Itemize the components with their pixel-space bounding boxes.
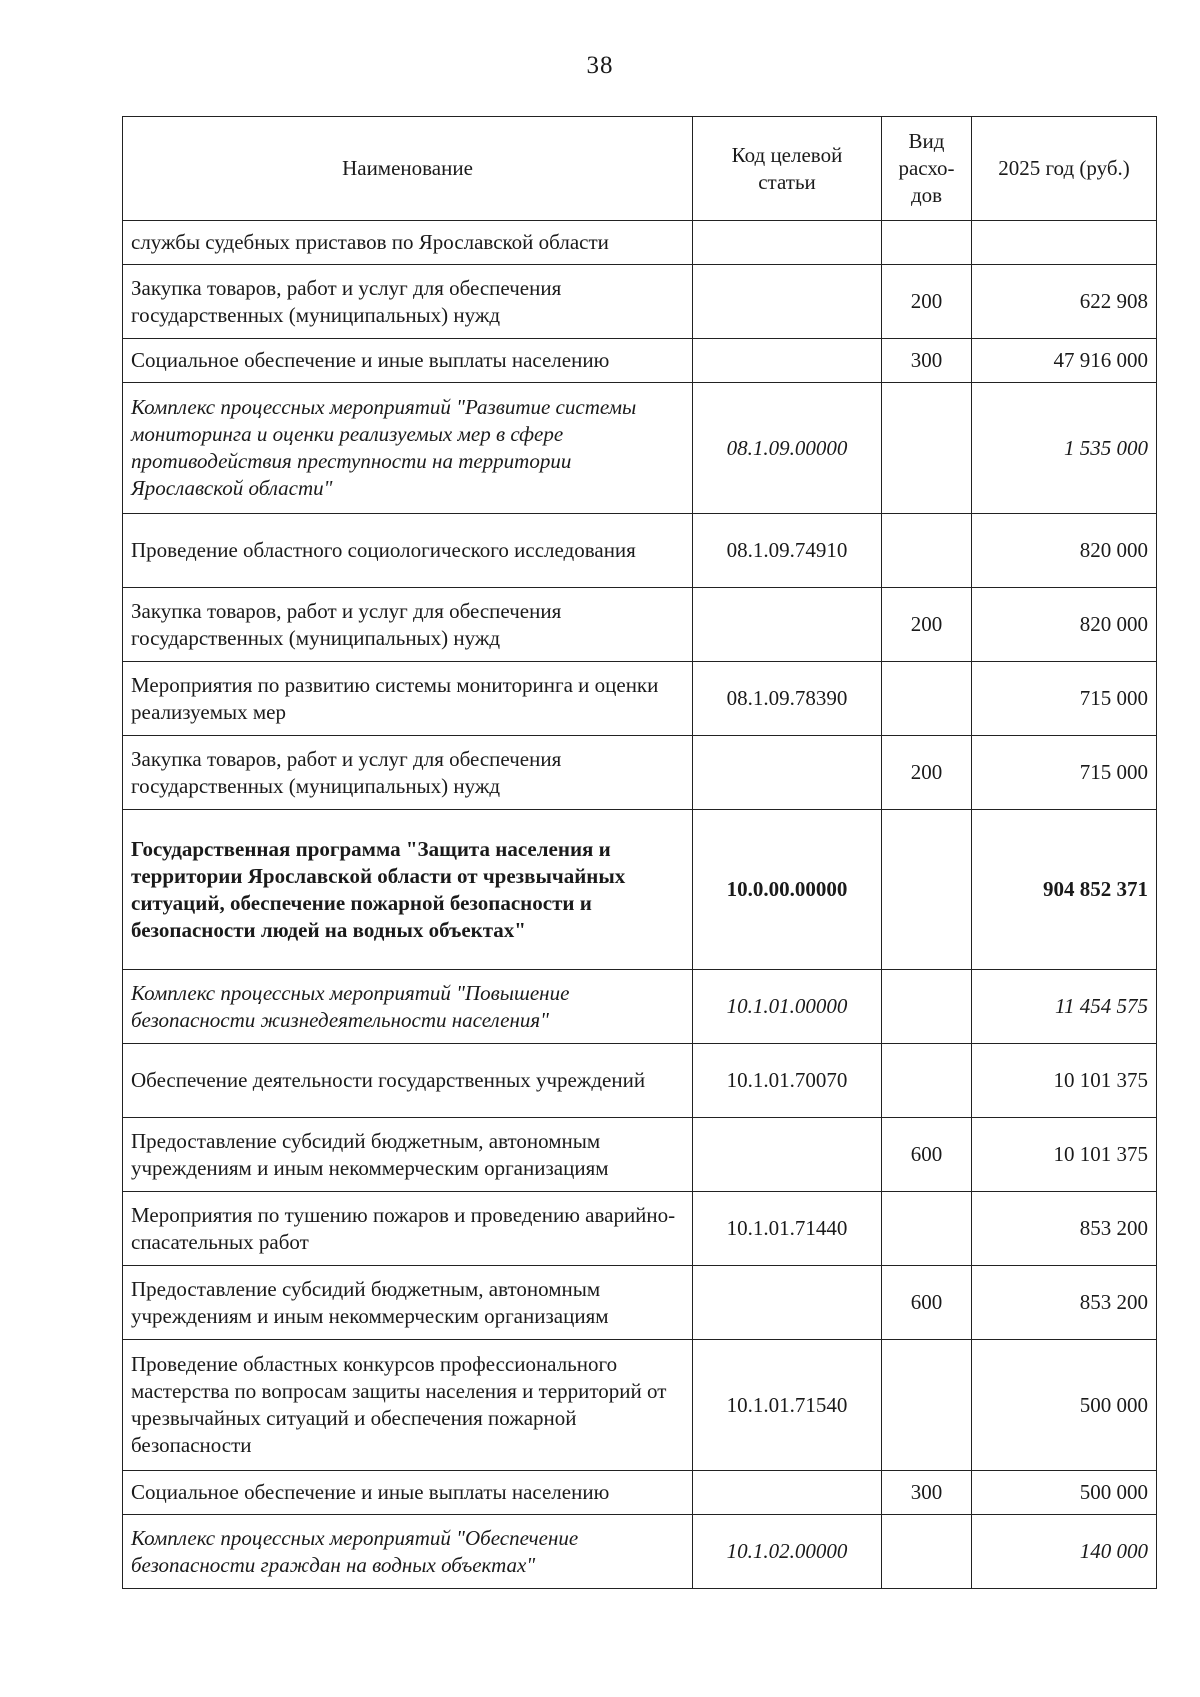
cell-type <box>882 383 972 514</box>
cell-type: 300 <box>882 1471 972 1515</box>
table-header-row <box>123 117 1157 221</box>
table-row <box>123 1044 1157 1118</box>
header-type: Вид расхо-дов <box>882 117 972 221</box>
cell-name: Комплекс процессных мероприятий "Повышение безопасности жизнедеятельности населения" <box>123 970 693 1044</box>
cell-code <box>693 221 882 265</box>
cell-code: 10.1.01.71440 <box>693 1192 882 1266</box>
cell-type <box>882 1044 972 1118</box>
cell-name: Проведение областных конкурсов профессионального мастерства по вопросам защиты населения и территорий от чрезвычайных ситуаций и обеспечения пожарной безопасности <box>123 1340 693 1471</box>
cell-code: 10.1.01.71540 <box>693 1340 882 1471</box>
cell-code <box>693 736 882 810</box>
table-row <box>123 1515 1157 1589</box>
cell-sum: 853 200 <box>972 1266 1157 1340</box>
cell-name: Предоставление субсидий бюджетным, автономным учреждениям и иным некоммерческим организациям <box>123 1118 693 1192</box>
cell-type <box>882 221 972 265</box>
table-body <box>123 221 1157 1589</box>
cell-sum: 11 454 575 <box>972 970 1157 1044</box>
cell-code: 08.1.09.74910 <box>693 514 882 588</box>
cell-sum: 140 000 <box>972 1515 1157 1589</box>
table-row <box>123 1266 1157 1340</box>
cell-type <box>882 1515 972 1589</box>
cell-sum: 47 916 000 <box>972 339 1157 383</box>
cell-type <box>882 514 972 588</box>
header-name: Наименование <box>123 117 693 221</box>
cell-sum: 715 000 <box>972 662 1157 736</box>
cell-name: Мероприятия по тушению пожаров и проведению аварийно-спасательных работ <box>123 1192 693 1266</box>
cell-name: Социальное обеспечение и иные выплаты населению <box>123 339 693 383</box>
cell-code <box>693 1266 882 1340</box>
cell-code: 08.1.09.78390 <box>693 662 882 736</box>
cell-name: Комплекс процессных мероприятий "Обеспечение безопасности граждан на водных объектах" <box>123 1515 693 1589</box>
table-row <box>123 1192 1157 1266</box>
cell-sum: 500 000 <box>972 1340 1157 1471</box>
cell-sum: 622 908 <box>972 265 1157 339</box>
cell-sum: 500 000 <box>972 1471 1157 1515</box>
cell-name: Закупка товаров, работ и услуг для обеспечения государственных (муниципальных) нужд <box>123 588 693 662</box>
cell-sum <box>972 221 1157 265</box>
cell-code <box>693 265 882 339</box>
header-code: Код целевой статьи <box>693 117 882 221</box>
cell-type: 600 <box>882 1118 972 1192</box>
cell-name: Комплекс процессных мероприятий "Развитие системы мониторинга и оценки реализуемых мер в сфере противодействия преступности на территории Ярославской области" <box>123 383 693 514</box>
table-row <box>123 383 1157 514</box>
cell-code: 10.0.00.00000 <box>693 810 882 970</box>
table-row <box>123 1118 1157 1192</box>
cell-type: 300 <box>882 339 972 383</box>
cell-sum: 10 101 375 <box>972 1118 1157 1192</box>
cell-code: 08.1.09.00000 <box>693 383 882 514</box>
table-row <box>123 339 1157 383</box>
table-row <box>123 221 1157 265</box>
cell-name: Государственная программа "Защита населения и территории Ярославской области от чрезвычайных ситуаций, обеспечение пожарной безопасности и безопасности людей на водных объектах" <box>123 810 693 970</box>
table-row <box>123 1471 1157 1515</box>
header-sum: 2025 год (руб.) <box>972 117 1157 221</box>
cell-sum: 715 000 <box>972 736 1157 810</box>
cell-name: службы судебных приставов по Ярославской области <box>123 221 693 265</box>
table-row <box>123 662 1157 736</box>
cell-sum: 820 000 <box>972 588 1157 662</box>
cell-type <box>882 1340 972 1471</box>
table-row <box>123 810 1157 970</box>
cell-name: Социальное обеспечение и иные выплаты населению <box>123 1471 693 1515</box>
table-row <box>123 588 1157 662</box>
cell-code: 10.1.02.00000 <box>693 1515 882 1589</box>
cell-sum: 1 535 000 <box>972 383 1157 514</box>
cell-name: Закупка товаров, работ и услуг для обеспечения государственных (муниципальных) нужд <box>123 736 693 810</box>
cell-name: Мероприятия по развитию системы мониторинга и оценки реализуемых мер <box>123 662 693 736</box>
page-number: 38 <box>586 52 614 79</box>
cell-type <box>882 810 972 970</box>
cell-code <box>693 339 882 383</box>
cell-code <box>693 1471 882 1515</box>
cell-name: Закупка товаров, работ и услуг для обеспечения государственных (муниципальных) нужд <box>123 265 693 339</box>
table-row <box>123 970 1157 1044</box>
table-row <box>123 265 1157 339</box>
cell-type <box>882 1192 972 1266</box>
cell-code <box>693 588 882 662</box>
cell-name: Обеспечение деятельности государственных учреждений <box>123 1044 693 1118</box>
table-row <box>123 514 1157 588</box>
budget-table <box>122 116 1157 1589</box>
cell-sum: 10 101 375 <box>972 1044 1157 1118</box>
cell-name: Проведение областного социологического исследования <box>123 514 693 588</box>
cell-type <box>882 662 972 736</box>
table-row <box>123 736 1157 810</box>
table-row <box>123 1340 1157 1471</box>
cell-type: 200 <box>882 265 972 339</box>
cell-code: 10.1.01.70070 <box>693 1044 882 1118</box>
cell-sum: 904 852 371 <box>972 810 1157 970</box>
cell-code <box>693 1118 882 1192</box>
cell-code: 10.1.01.00000 <box>693 970 882 1044</box>
cell-sum: 853 200 <box>972 1192 1157 1266</box>
cell-sum: 820 000 <box>972 514 1157 588</box>
cell-type: 600 <box>882 1266 972 1340</box>
cell-name: Предоставление субсидий бюджетным, автономным учреждениям и иным некоммерческим организациям <box>123 1266 693 1340</box>
cell-type: 200 <box>882 588 972 662</box>
cell-type: 200 <box>882 736 972 810</box>
cell-type <box>882 970 972 1044</box>
